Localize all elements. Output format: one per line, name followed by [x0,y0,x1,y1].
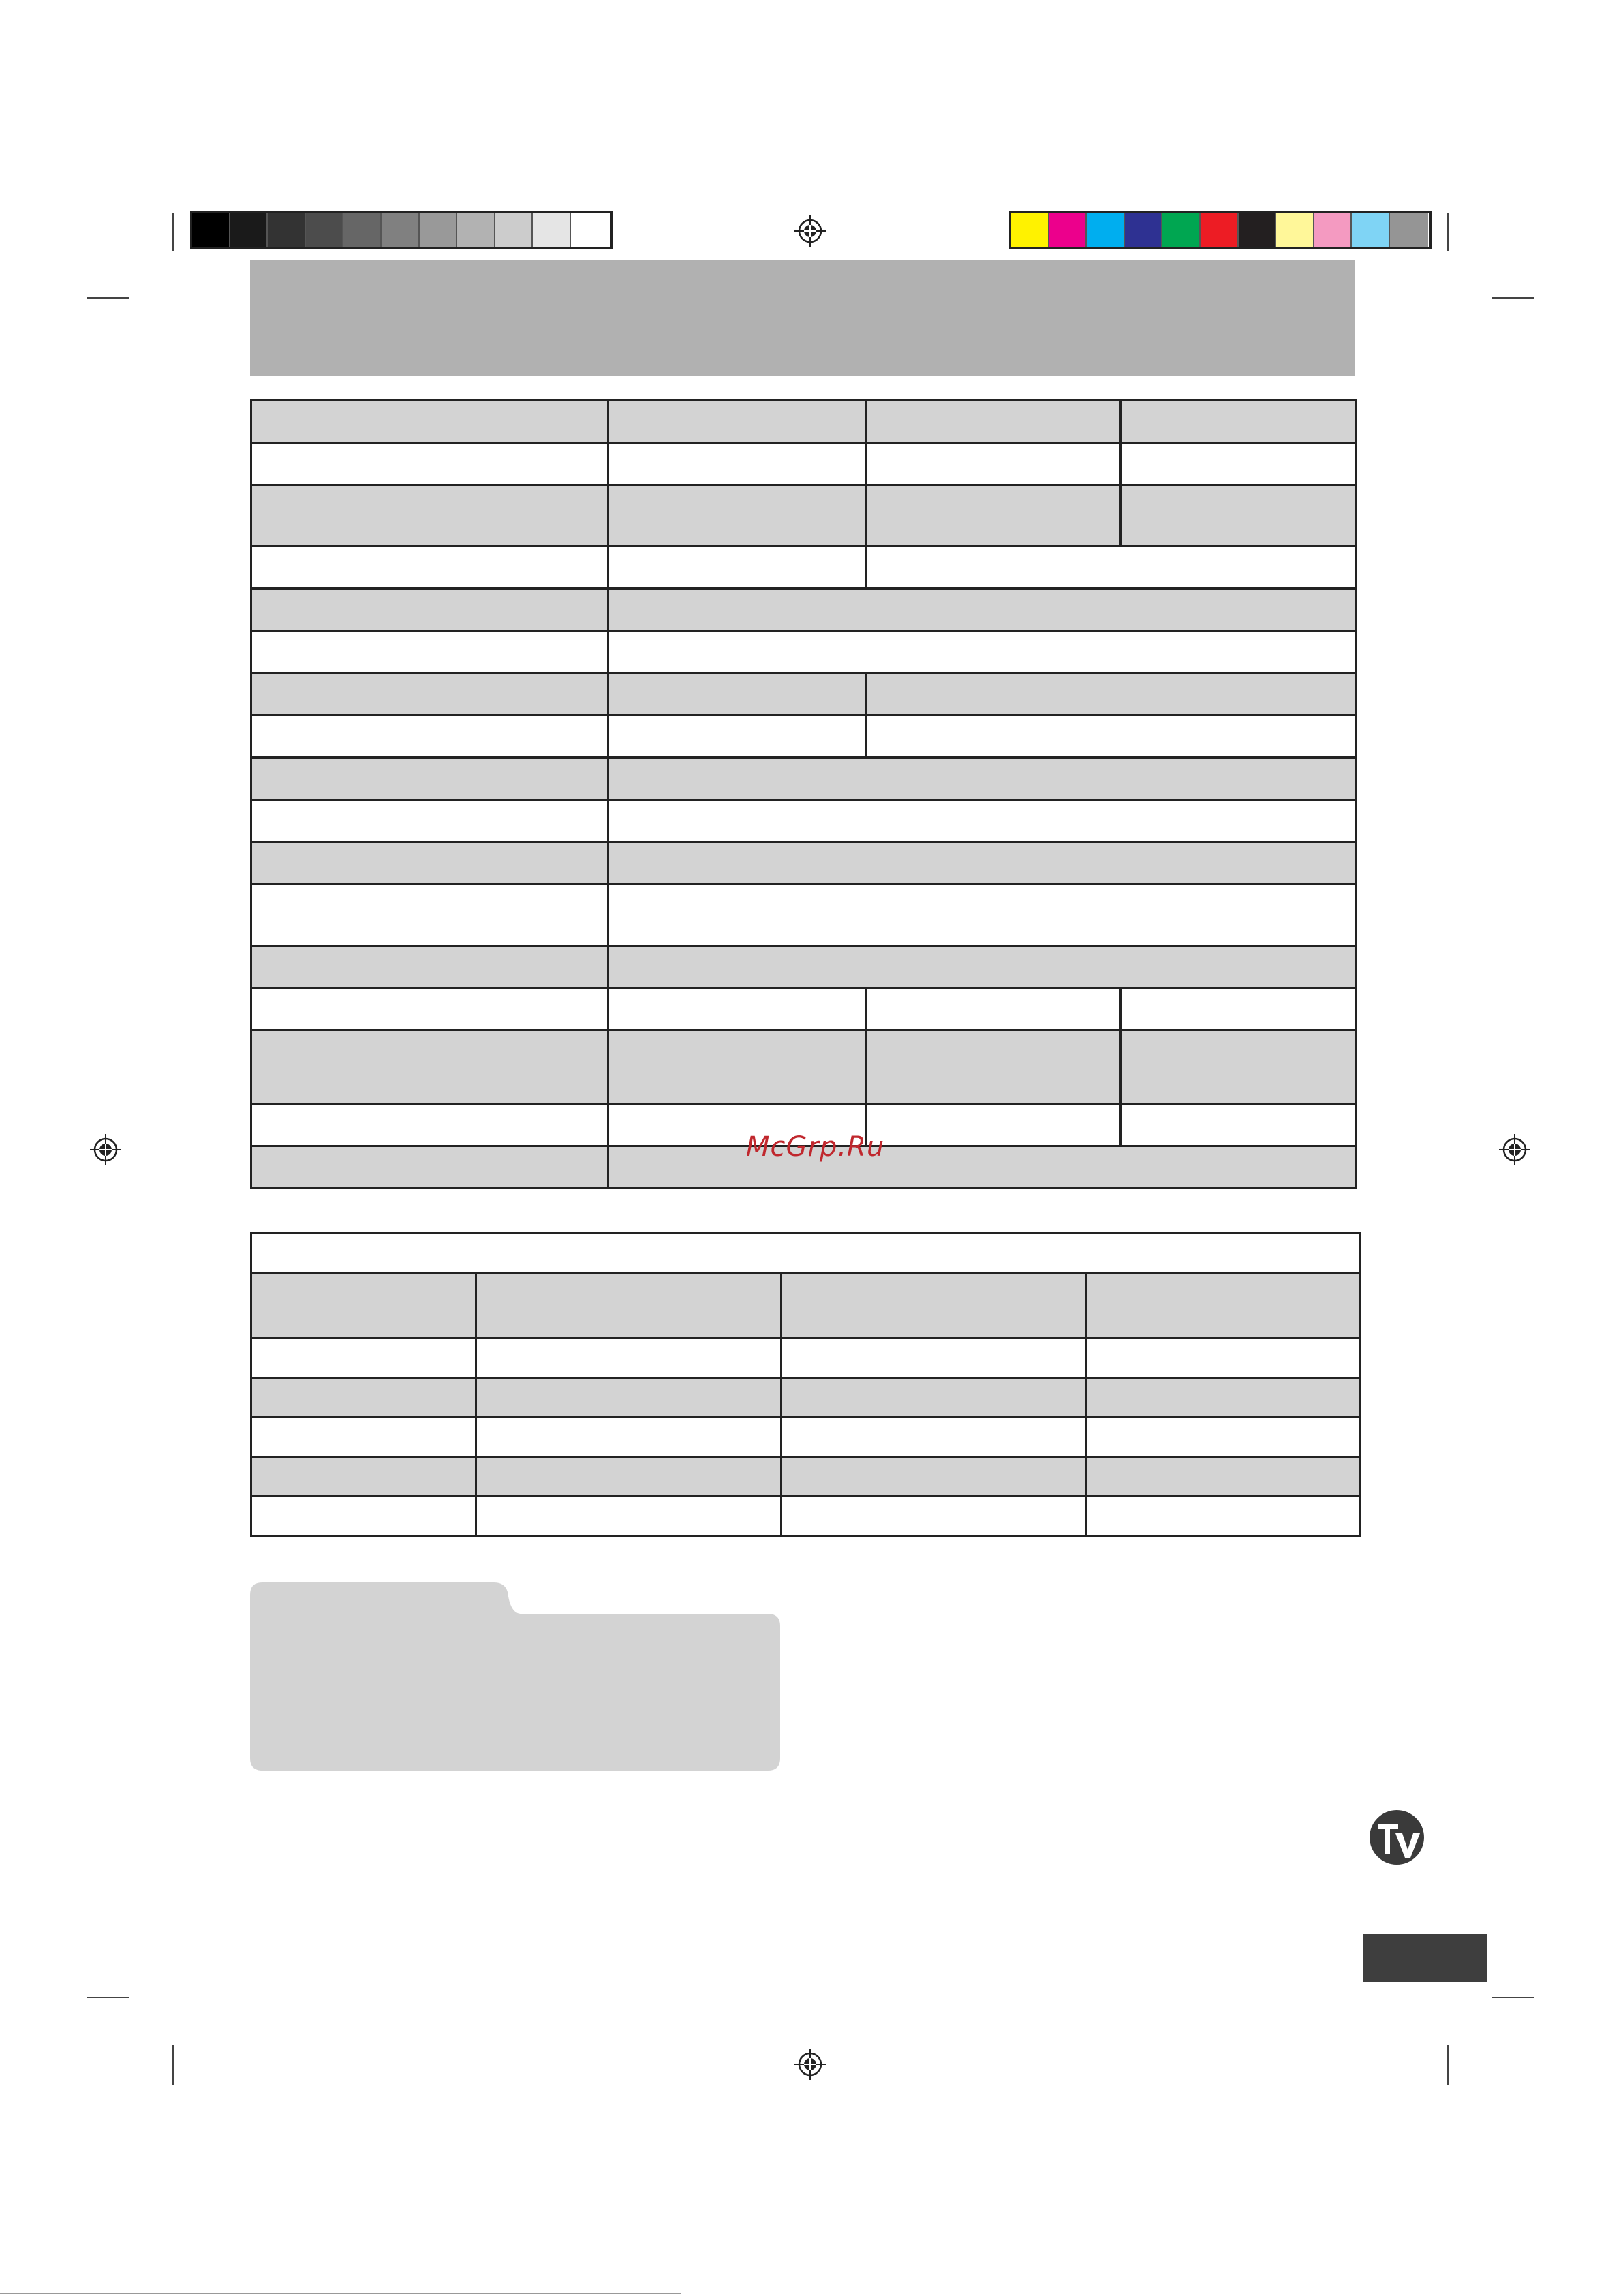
table-cell [251,842,608,885]
table-row [251,1030,1357,1104]
table-cell [1121,1104,1357,1146]
table-cell [251,443,608,485]
table-cell [608,589,1357,631]
table-row [251,1418,1361,1457]
grayscale-swatch [533,213,571,247]
table-cell [608,401,866,443]
table-cell [251,1030,608,1104]
table-cell [608,716,866,758]
table-row [251,673,1357,716]
table-cell [866,673,1357,716]
table-cell [866,988,1121,1030]
color-swatch [1276,213,1314,247]
table-cell [866,443,1121,485]
table-row [251,946,1357,988]
color-calibration-strip [1009,211,1432,249]
table-cell [476,1338,782,1378]
table-cell [251,589,608,631]
table-cell [1087,1418,1361,1457]
table-cell [866,716,1357,758]
table-row [251,401,1357,443]
table-cell [608,885,1357,946]
table-cell [782,1273,1087,1338]
grayscale-swatch [382,213,420,247]
registration-mark-icon [90,1134,121,1165]
table-row [251,842,1357,885]
table-row [251,1378,1361,1418]
table-cell [608,842,1357,885]
table-cell [476,1497,782,1536]
table-cell [1121,485,1357,547]
crop-mark-right-lower [1492,1997,1534,1998]
table-row [251,885,1357,946]
table-cell [608,631,1357,673]
table-cell [1087,1457,1361,1497]
table-cell [251,1457,476,1497]
table-cell [251,758,608,800]
table-cell [251,547,608,589]
table-cell [251,1273,476,1338]
table-cell [251,1338,476,1378]
secondary-table [250,1232,1361,1537]
table-cell [866,485,1121,547]
table-cell [1087,1378,1361,1418]
bottom-edge-line [0,2293,681,2294]
crop-mark-bottom-right [1447,2045,1449,2085]
grayscale-swatch [192,213,230,247]
crop-mark-left-lower [87,1997,129,1998]
table-cell [251,401,608,443]
header-band [250,260,1355,376]
table-row [251,631,1357,673]
table-cell [608,1146,1357,1189]
grayscale-swatch [571,213,609,247]
table-row [251,716,1357,758]
grayscale-swatch [230,213,268,247]
table-cell [608,673,866,716]
table-cell [251,485,608,547]
note-tab-box [250,1582,780,1771]
table-cell [782,1497,1087,1536]
color-swatch [1239,213,1277,247]
table-row [251,485,1357,547]
crop-mark-right-upper [1492,297,1534,299]
table-cell [251,1497,476,1536]
grayscale-swatch [420,213,458,247]
watermark: McGrp.Ru [746,1131,885,1163]
registration-mark-icon [1499,1134,1530,1165]
grayscale-swatch [268,213,306,247]
table-cell [608,988,866,1030]
specification-table [250,399,1357,1189]
table-cell [251,1234,1361,1273]
table-cell [476,1378,782,1418]
color-swatch [1087,213,1125,247]
table-row [251,547,1357,589]
table-cell [608,1030,866,1104]
table-cell [1121,1030,1357,1104]
table-cell [866,1104,1121,1146]
table-cell [608,758,1357,800]
table-row [251,758,1357,800]
table-cell [1087,1338,1361,1378]
table-cell [251,631,608,673]
table-row [251,443,1357,485]
table-cell [251,800,608,842]
crop-mark-left-upper [87,297,129,299]
grayscale-swatch [457,213,495,247]
table-cell [476,1273,782,1338]
color-swatch [1352,213,1390,247]
table-cell [251,885,608,946]
table-row [251,1497,1361,1536]
table-cell [782,1418,1087,1457]
grayscale-calibration-strip [190,211,613,249]
table-cell [251,1146,608,1189]
table-cell [251,1418,476,1457]
table-cell [251,673,608,716]
color-swatch [1049,213,1087,247]
table-header-row [251,1273,1361,1338]
table-cell [866,401,1121,443]
table-row [251,800,1357,842]
grayscale-swatch [343,213,382,247]
table-row [251,1338,1361,1378]
table-row [251,589,1357,631]
crop-mark-top-right [1447,213,1449,251]
table-row [251,988,1357,1030]
table-cell [1121,988,1357,1030]
table-cell [608,800,1357,842]
table-cell [782,1457,1087,1497]
table-cell [866,1030,1121,1104]
color-swatch [1201,213,1239,247]
color-swatch [1125,213,1163,247]
grayscale-swatch [495,213,534,247]
table-cell [782,1338,1087,1378]
table-cell [1121,401,1357,443]
registration-mark-icon [794,2049,826,2080]
table-cell [251,1104,608,1146]
table-cell [608,443,866,485]
table-cell [782,1378,1087,1418]
registration-mark-icon [794,215,826,247]
table-cell [476,1418,782,1457]
brand-logo-icon [1368,1809,1425,1866]
color-swatch [1390,213,1428,247]
table-title-row [251,1234,1361,1273]
table-cell [1087,1273,1361,1338]
table-cell [251,1378,476,1418]
color-swatch [1162,213,1201,247]
table-cell [866,547,1357,589]
table-cell [608,485,866,547]
crop-mark-top-left [172,213,174,251]
grayscale-swatch [306,213,344,247]
color-swatch [1314,213,1352,247]
color-swatch [1011,213,1049,247]
crop-mark-bottom-left [172,2045,174,2085]
table-cell [1087,1497,1361,1536]
table-cell [476,1457,782,1497]
table-cell [251,716,608,758]
table-cell [608,946,1357,988]
table-cell [251,946,608,988]
table-cell [1121,443,1357,485]
table-row [251,1457,1361,1497]
table-cell [251,988,608,1030]
table-cell [608,547,866,589]
page-number-tab [1363,1934,1487,1982]
